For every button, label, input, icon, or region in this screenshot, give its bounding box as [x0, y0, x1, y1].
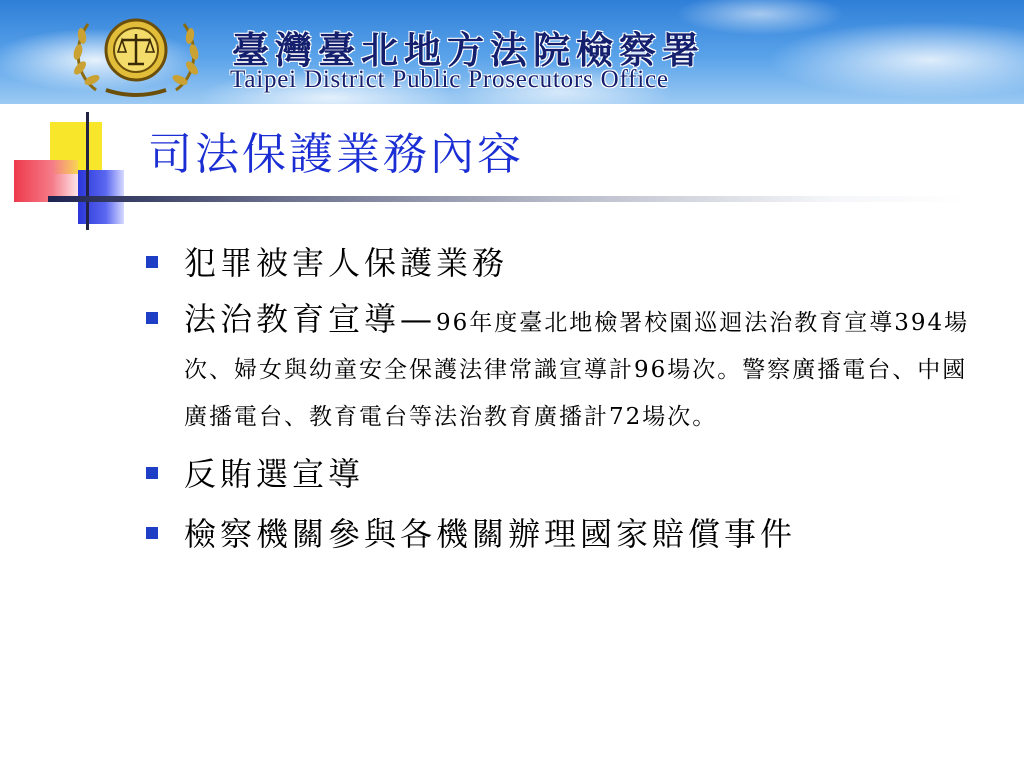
list-item-lead: 法治教育宣導— — [184, 300, 437, 338]
list-item-text — [184, 296, 976, 437]
bullet-square-icon — [146, 527, 158, 539]
list-item — [146, 240, 976, 286]
ornament-vertical-line — [86, 112, 89, 230]
bullet-square-icon — [146, 467, 158, 479]
prosecutor-office-emblem-icon — [66, 6, 206, 100]
bullet-list — [146, 240, 976, 557]
bullet-square-icon — [146, 256, 158, 268]
list-item-text: 檢察機關參與各機關辦理國家賠償事件 — [184, 515, 797, 553]
list-item — [146, 296, 976, 437]
list-item-detail: 96年度臺北地檢署校園巡迴法治教育宣導394場次、婦女與幼童安全保護法律常識宣導計96場次。警察廣播電台、中國廣播電台、教育電台等法治教育廣播計72場次。 — [184, 310, 970, 430]
bullet-square-icon — [146, 312, 158, 324]
slide-title: 司法保護業務內容 — [148, 129, 524, 180]
banner-org-name-en: Taipei District Public Prosecutors Office — [230, 66, 669, 93]
list-item-text: 犯罪被害人保護業務 — [184, 244, 509, 282]
header-banner — [0, 0, 1024, 104]
banner-org-name-cn: 臺灣臺北地方法院檢察署 — [232, 28, 705, 72]
list-item — [146, 511, 976, 557]
list-item — [146, 451, 976, 497]
title-underline — [48, 196, 968, 202]
list-item-text: 反賄選宣導 — [184, 455, 365, 493]
